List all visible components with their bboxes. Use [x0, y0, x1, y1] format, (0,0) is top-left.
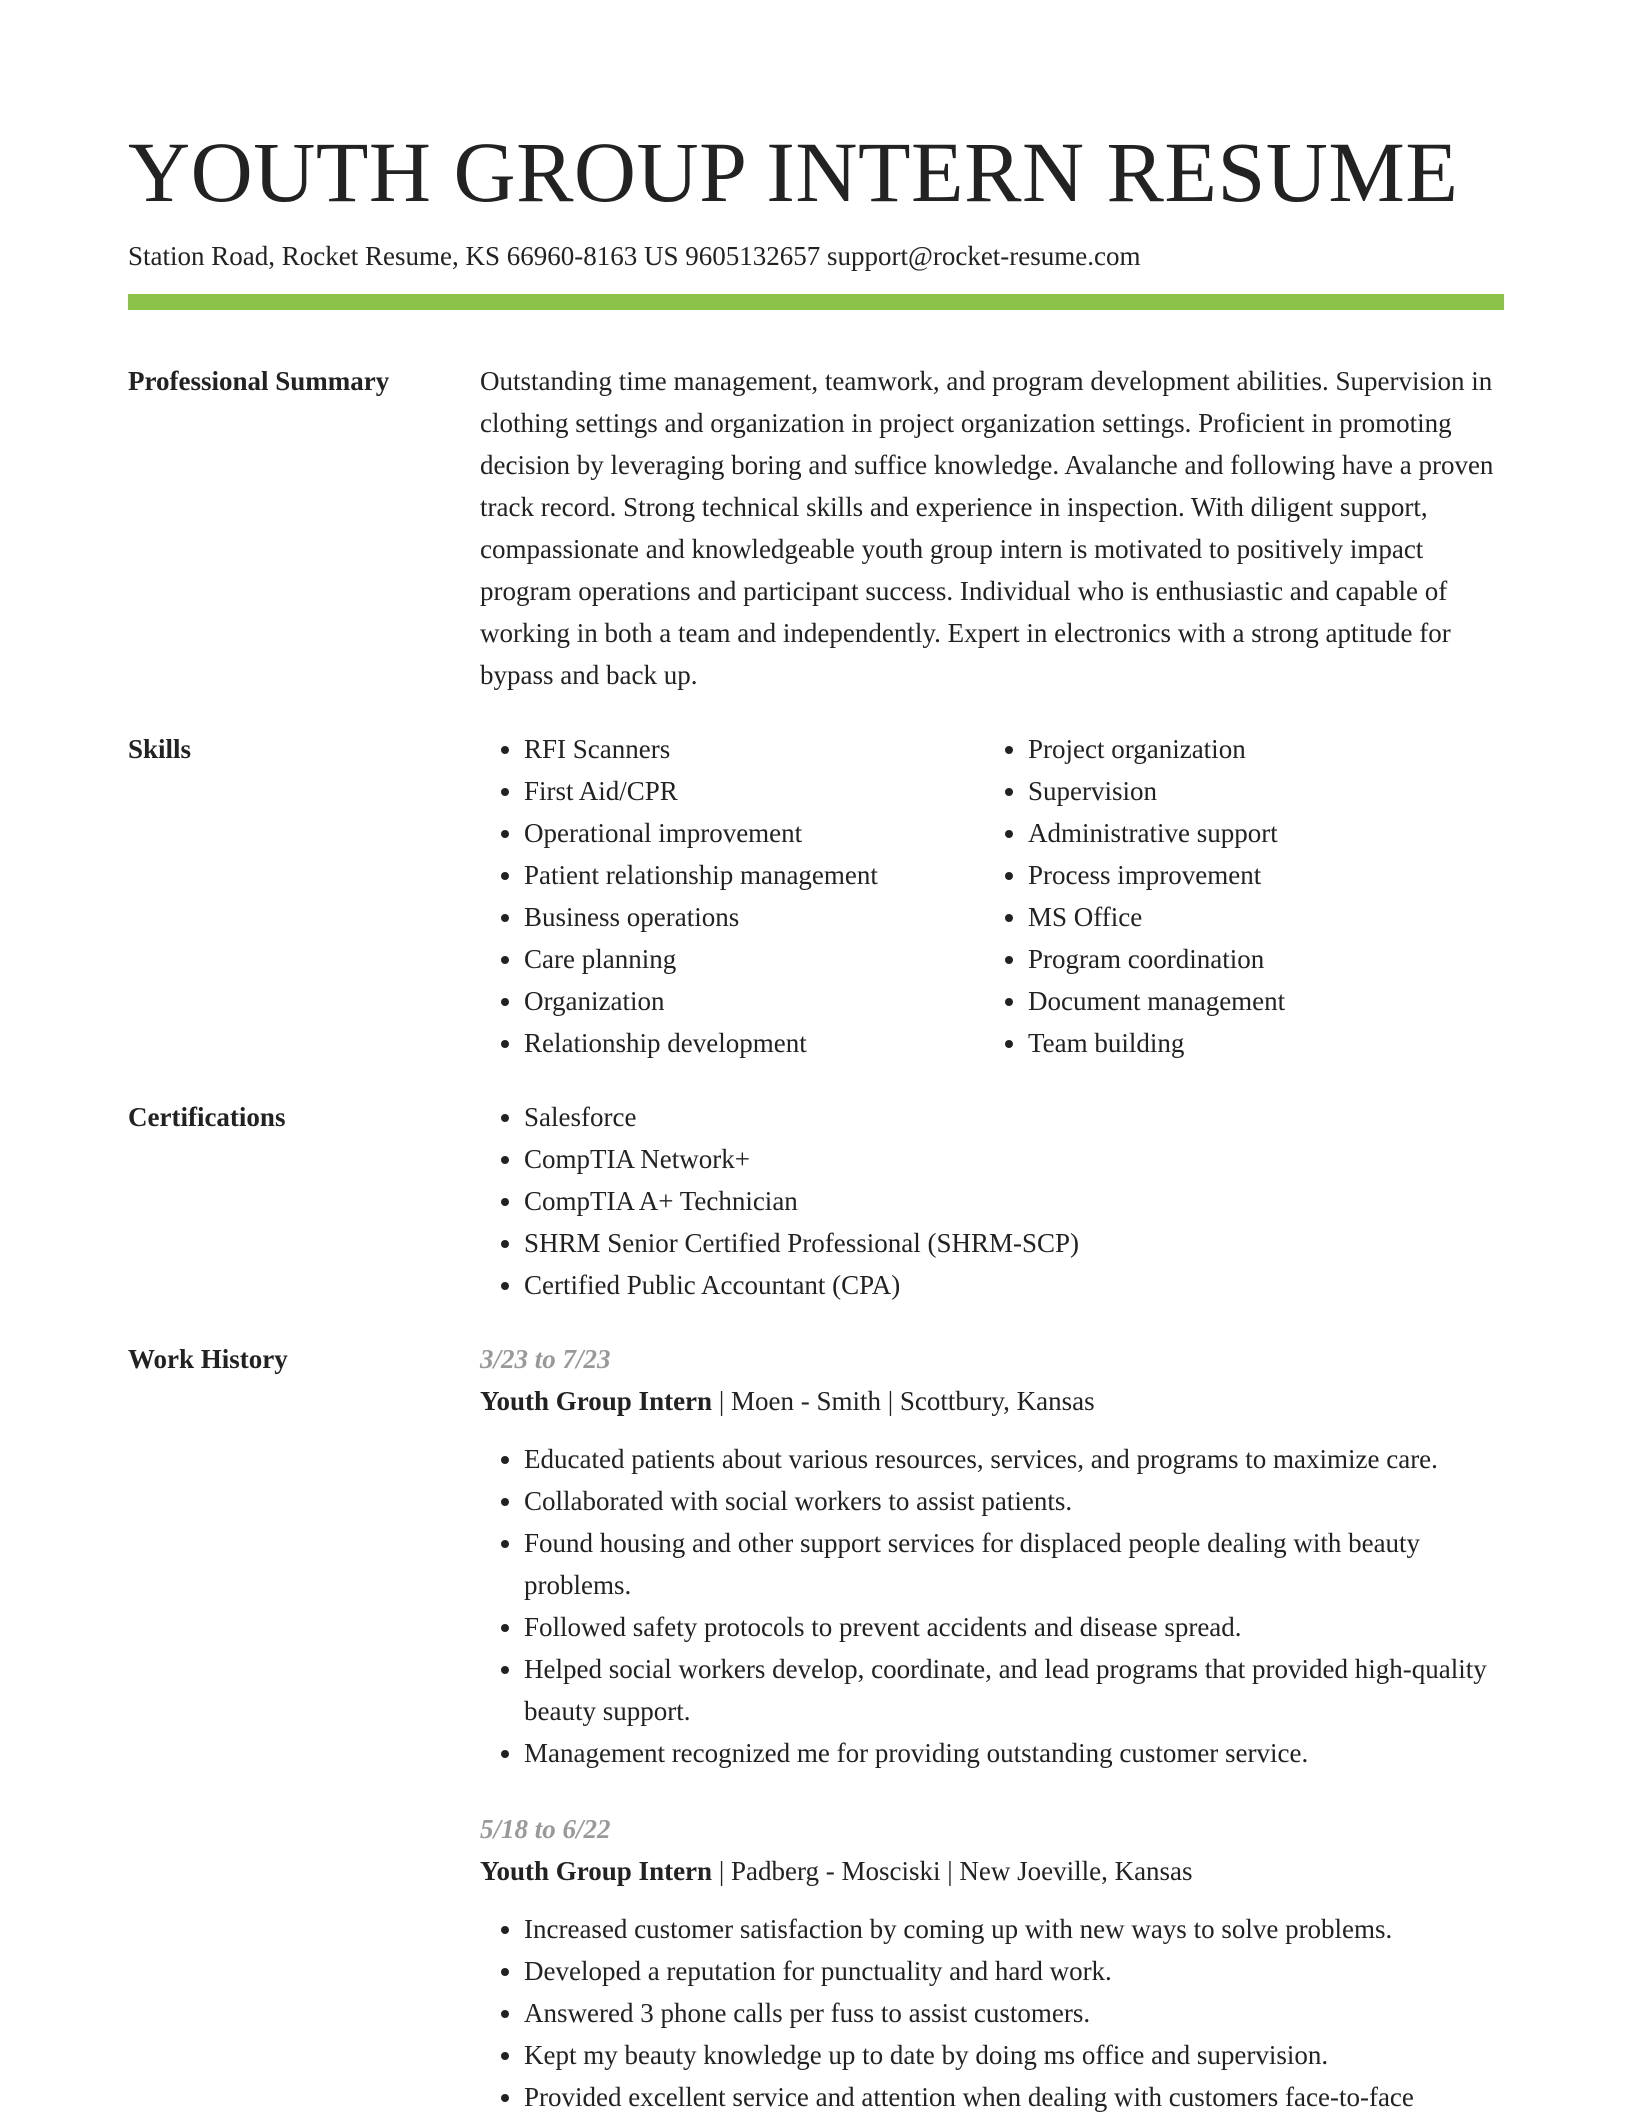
job-details: | Padberg - Mosciski | New Joeville, Kansas: [712, 1856, 1193, 1886]
skill-item: • Patient relationship management: [524, 854, 984, 896]
section-title: Certifications: [128, 1102, 286, 1132]
job-entry: [480, 1808, 1504, 2118]
skill-item: • RFI Scanners: [524, 728, 984, 770]
job-bullet: • Increased customer satisfaction by coming up with new ways to solve problems.: [524, 1908, 1504, 1950]
skill-item: • Operational improvement: [524, 812, 984, 854]
job-bullets: [480, 1438, 1504, 1774]
certification-item: • SHRM Senior Certified Professional (SHRM-SCP): [524, 1222, 1504, 1264]
job-bullet: • Followed safety protocols to prevent accidents and disease spread.: [524, 1606, 1504, 1648]
skill-item: • Program coordination: [1028, 938, 1488, 980]
job-bullet: • Helped social workers develop, coordinate, and lead programs that provided high-quality beauty support.: [524, 1648, 1504, 1732]
skills-list-right: [984, 728, 1488, 1064]
skills-section: [128, 728, 1504, 1064]
job-bullet: • Found housing and other support services for displaced people dealing with beauty problems.: [524, 1522, 1504, 1606]
job-date: 5/18 to 6/22: [480, 1814, 611, 1844]
job-bullet: • Kept my beauty knowledge up to date by doing ms office and supervision.: [524, 2034, 1504, 2076]
job-heading: [480, 1850, 1504, 1892]
job-date: 3/23 to 7/23: [480, 1344, 611, 1374]
certifications-list: [480, 1096, 1504, 1306]
section-title: Skills: [128, 734, 192, 764]
job-entry: [480, 1338, 1504, 1774]
work-history-section: [128, 1338, 1504, 2118]
skill-item: • Document management: [1028, 980, 1488, 1022]
certification-item: • CompTIA Network+: [524, 1138, 1504, 1180]
section-title: Work History: [128, 1344, 288, 1374]
job-bullet: • Management recognized me for providing outstanding customer service.: [524, 1732, 1504, 1774]
job-details: | Moen - Smith | Scottbury, Kansas: [712, 1386, 1095, 1416]
resume-page: [128, 0, 1504, 2118]
job-heading: [480, 1380, 1504, 1422]
job-bullets: [480, 1908, 1504, 2118]
skill-item: • Organization: [524, 980, 984, 1022]
professional-summary-section: [128, 360, 1504, 696]
contact-line: Station Road, Rocket Resume, KS 66960-8163 US 9605132657 support@rocket-resume.com: [128, 241, 1141, 271]
job-bullet: • Educated patients about various resources, services, and programs to maximize care.: [524, 1438, 1504, 1480]
job-bullet: • Developed a reputation for punctuality and hard work.: [524, 1950, 1504, 1992]
skill-item: • Team building: [1028, 1022, 1488, 1064]
certifications-section: [128, 1096, 1504, 1306]
certification-item: • Certified Public Accountant (CPA): [524, 1264, 1504, 1306]
skill-item: • Process improvement: [1028, 854, 1488, 896]
job-title: Youth Group Intern: [480, 1386, 713, 1416]
certification-item: • CompTIA A+ Technician: [524, 1180, 1504, 1222]
resume-title: YOUTH GROUP INTERN RESUME: [128, 124, 1459, 220]
skills-list-left: [480, 728, 984, 1064]
accent-divider: [128, 294, 1504, 310]
summary-text: Outstanding time management, teamwork, and program development abilities. Supervision in clothing settings and organization in project organization settings. Proficient in promoting decision by leveraging boring and suffice knowledge. Avalanche and following have a proven track record. Strong technical skills and experience in inspection. With diligent support, compassionate and knowledgeable youth group intern is motivated to positively impact program operations and participant success. Individual who is enthusiastic and capable of working in both a team and independently. Expert in electronics with a strong aptitude for bypass and back up.: [480, 366, 1494, 690]
certification-item: • Salesforce: [524, 1096, 1504, 1138]
skill-item: • Care planning: [524, 938, 984, 980]
skill-item: • Project organization: [1028, 728, 1488, 770]
job-bullet: • Provided excellent service and attention when dealing with customers face-to-face: [524, 2076, 1504, 2118]
skill-item: • Relationship development: [524, 1022, 984, 1064]
job-title: Youth Group Intern: [480, 1856, 713, 1886]
skill-item: • Supervision: [1028, 770, 1488, 812]
job-bullet: • Answered 3 phone calls per fuss to assist customers.: [524, 1992, 1504, 2034]
section-title: Professional Summary: [128, 366, 390, 396]
skill-item: • MS Office: [1028, 896, 1488, 938]
skill-item: • Business operations: [524, 896, 984, 938]
job-bullet: • Collaborated with social workers to assist patients.: [524, 1480, 1504, 1522]
skill-item: • Administrative support: [1028, 812, 1488, 854]
skill-item: • First Aid/CPR: [524, 770, 984, 812]
